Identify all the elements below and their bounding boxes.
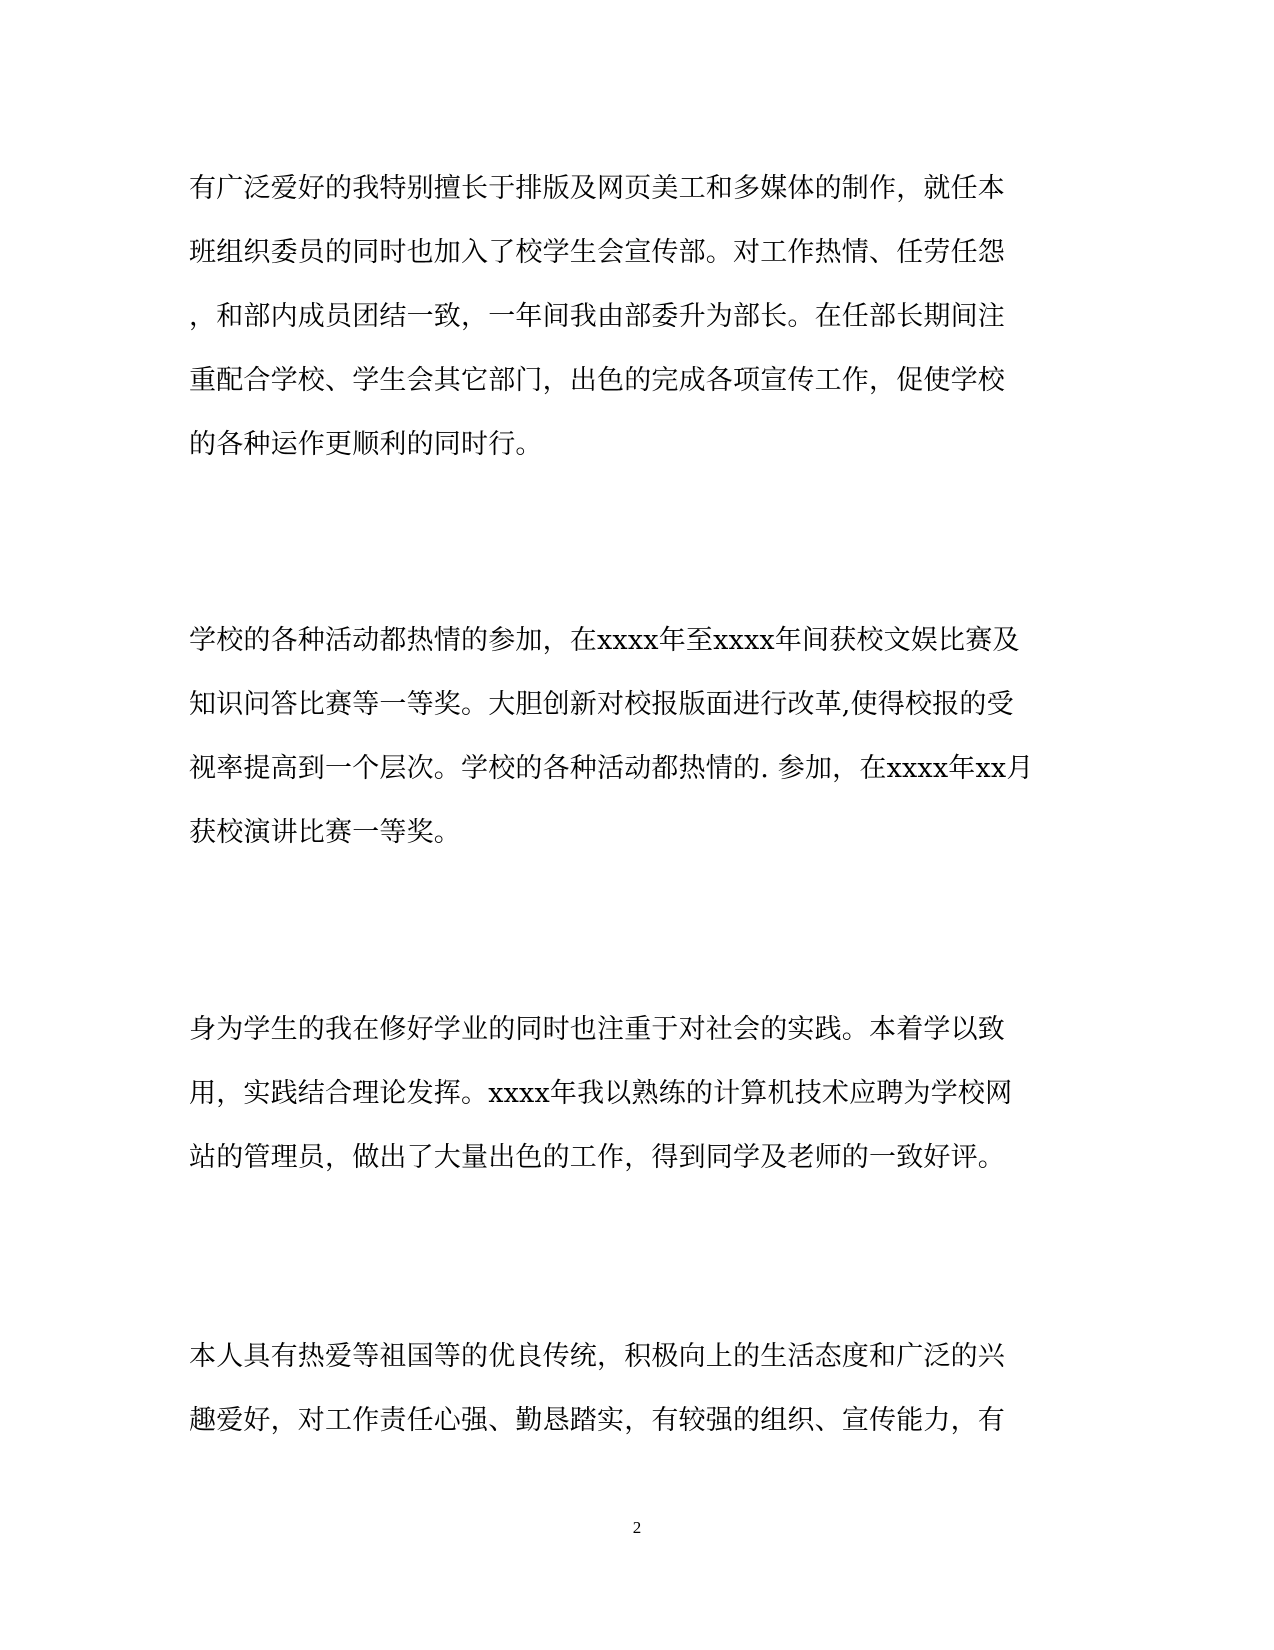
text-line: 用，实践结合理论发挥。xxxx年我以熟练的计算机技术应聘为学校网 [189,1078,1013,1109]
text-line: 视率提高到一个层次。学校的各种活动都热情的. 参加，在xxxx年xx月 [189,753,1034,784]
text-line: 知识问答比赛等一等奖。大胆创新对校报版面进行改革,使得校报的受 [189,689,1014,720]
paragraph-1 [189,157,1089,477]
text-line: 身为学生的我在修好学业的同时也注重于对社会的实践。本着学以致 [189,1014,1005,1045]
paragraph-2 [189,609,1089,865]
text-line: 的各种运作更顺利的同时行。 [189,429,543,460]
text-line: 获校演讲比赛一等奖。 [189,817,461,848]
text-line: 站的管理员，做出了大量出色的工作，得到同学及老师的一致好评。 [189,1142,1005,1173]
text-line: 重配合学校、学生会其它部门，出色的完成各项宣传工作，促使学校 [189,365,1005,396]
paragraph-3 [189,998,1089,1190]
text-line: 本人具有热爱等祖国等的优良传统，积极向上的生活态度和广泛的兴 [189,1341,1005,1372]
text-line: 学校的各种活动都热情的参加，在xxxx年至xxxx年间获校文娱比赛及 [189,625,1020,656]
text-line: 班组织委员的同时也加入了校学生会宣传部。对工作热情、任劳任怨 [189,237,1005,268]
text-line: 有广泛爱好的我特别擅长于排版及网页美工和多媒体的制作，就任本 [189,173,1005,204]
text-line: ，和部内成员团结一致，一年间我由部委升为部长。在任部长期间注 [189,301,1005,332]
page-number: 2 [632,1518,642,1537]
text-line: 趣爱好，对工作责任心强、勤恳踏实，有较强的组织、宣传能力，有 [189,1405,1005,1436]
paragraph-4 [189,1325,1089,1453]
